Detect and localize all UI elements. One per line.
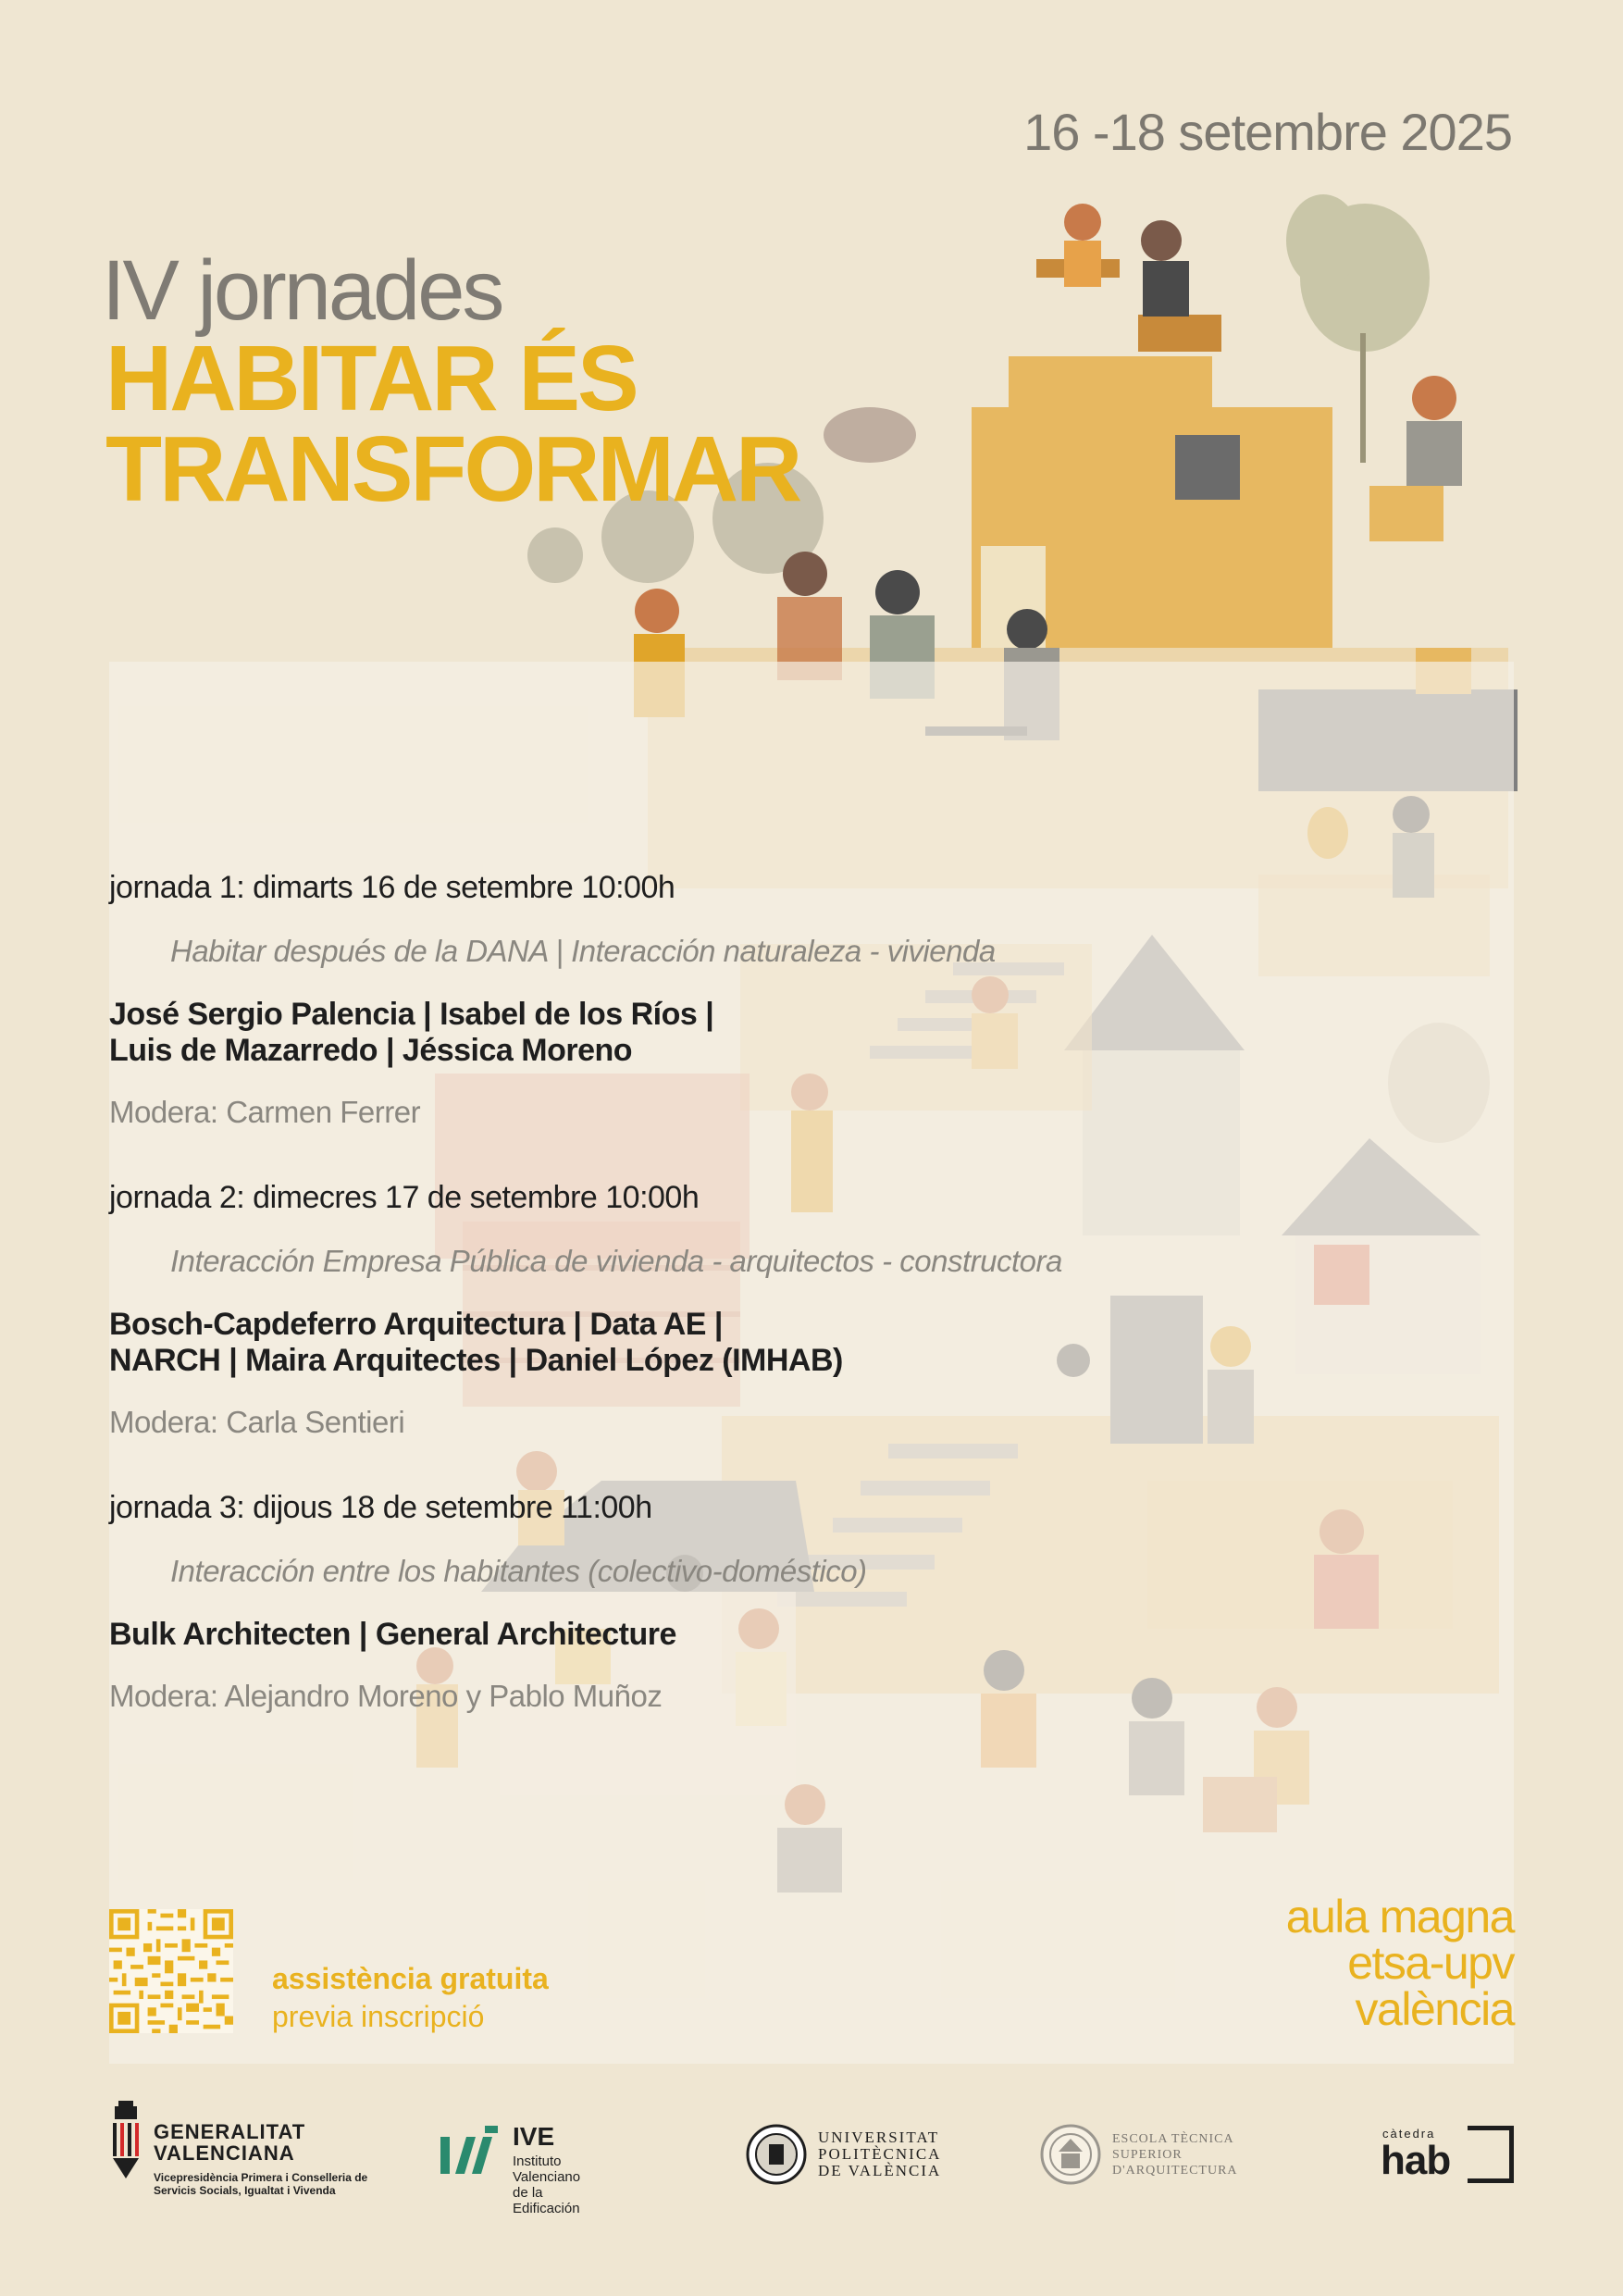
session-speakers [109,997,1127,1069]
event-title [105,327,938,521]
free-attendance: assistència gratuita [272,1962,549,1995]
gv-subtitle: Vicepresidència Primera i Conselleria de Servicis Socials, Igualtat i Vivenda [154,2171,368,2197]
session-topic: Interacción entre los habitantes (colectivo-doméstico) [170,1554,867,1588]
ive-mark-icon [439,2124,503,2179]
speakers-line: Bosch-Capdeferro Arquitectura | Data AE | [109,1307,723,1342]
registration-note: previa inscripció [272,2000,485,2033]
person-head [635,589,679,633]
session-speakers [109,1617,1127,1653]
person-head [875,570,920,614]
window [1175,435,1240,500]
person-head [783,552,827,596]
session-2 [109,1180,1127,1440]
session-moderator: Modera: Alejandro Moreno y Pablo Muñoz [109,1679,663,1713]
ive-subtitle: Instituto Valenciano de la Edificación [513,2153,581,2216]
program [109,870,1127,1764]
speakers-line: NARCH | Maira Arquitectes | Daniel López (IMHAB) [109,1343,843,1378]
venue [1285,1891,1514,2035]
sponsor-logos [0,2096,1623,2235]
session-speakers [109,1307,1127,1379]
upv-name: UNIVERSITAT POLITÈCNICA DE VALÈNCIA [818,2128,942,2179]
event-title-line-2: TRANSFORMAR [105,417,800,521]
speakers-line: José Sergio Palencia | Isabel de los Ríos | [109,997,714,1032]
session-heading: jornada 2: dimecres 17 de setembre 10:00h [109,1180,700,1215]
qr-code[interactable] [109,1909,233,2033]
session-3 [109,1490,1127,1714]
gv-name: GENERALITAT VALENCIANA [154,2120,306,2165]
upv-seal-icon [746,2124,807,2185]
speakers-line: Luis de Mazarredo | Jéssica Moreno [109,1033,633,1068]
session-topic: Habitar después de la DANA | Interacción naturaleza - vivienda [170,934,996,968]
hab-main-label: hab [1381,2138,1451,2183]
etsa-name: ESCOLA TÈCNICA SUPERIOR D'ARQUITECTURA [1112,2132,1238,2178]
etsa-seal-icon [1040,2124,1101,2185]
gv-crest-icon [109,2101,142,2184]
person-head [1141,220,1182,261]
session-moderator: Modera: Carmen Ferrer [109,1095,421,1129]
event-title-line-1: HABITAR ÉS [105,327,637,430]
event-dates: 16 -18 setembre 2025 [1023,103,1512,161]
session-moderator: Modera: Carla Sentieri [109,1405,405,1439]
venue-line: valència [1355,1983,1514,2035]
ive-name: IVE [513,2122,555,2151]
registration-info [272,1962,549,2034]
person-head [1007,609,1047,650]
person-head [1064,204,1101,241]
person-head [1412,376,1456,420]
session-1 [109,870,1127,1130]
speakers-line: Bulk Architecten | General Architecture [109,1617,676,1652]
venue-line: etsa-upv [1347,1937,1514,1989]
hab-bracket [1468,2126,1514,2183]
catedra-hab-logo [1379,2126,1514,2187]
session-heading: jornada 3: dijous 18 de setembre 11:00h [109,1490,652,1525]
edition-title: IV jornades [102,243,502,338]
venue-line: aula magna [1285,1891,1514,1942]
session-heading: jornada 1: dimarts 16 de setembre 10:00h [109,870,675,905]
session-topic: Interacción Empresa Pública de vivienda - arquitectos - constructora [170,1244,1062,1278]
hab-top-label: càtedra [1382,2127,1436,2141]
